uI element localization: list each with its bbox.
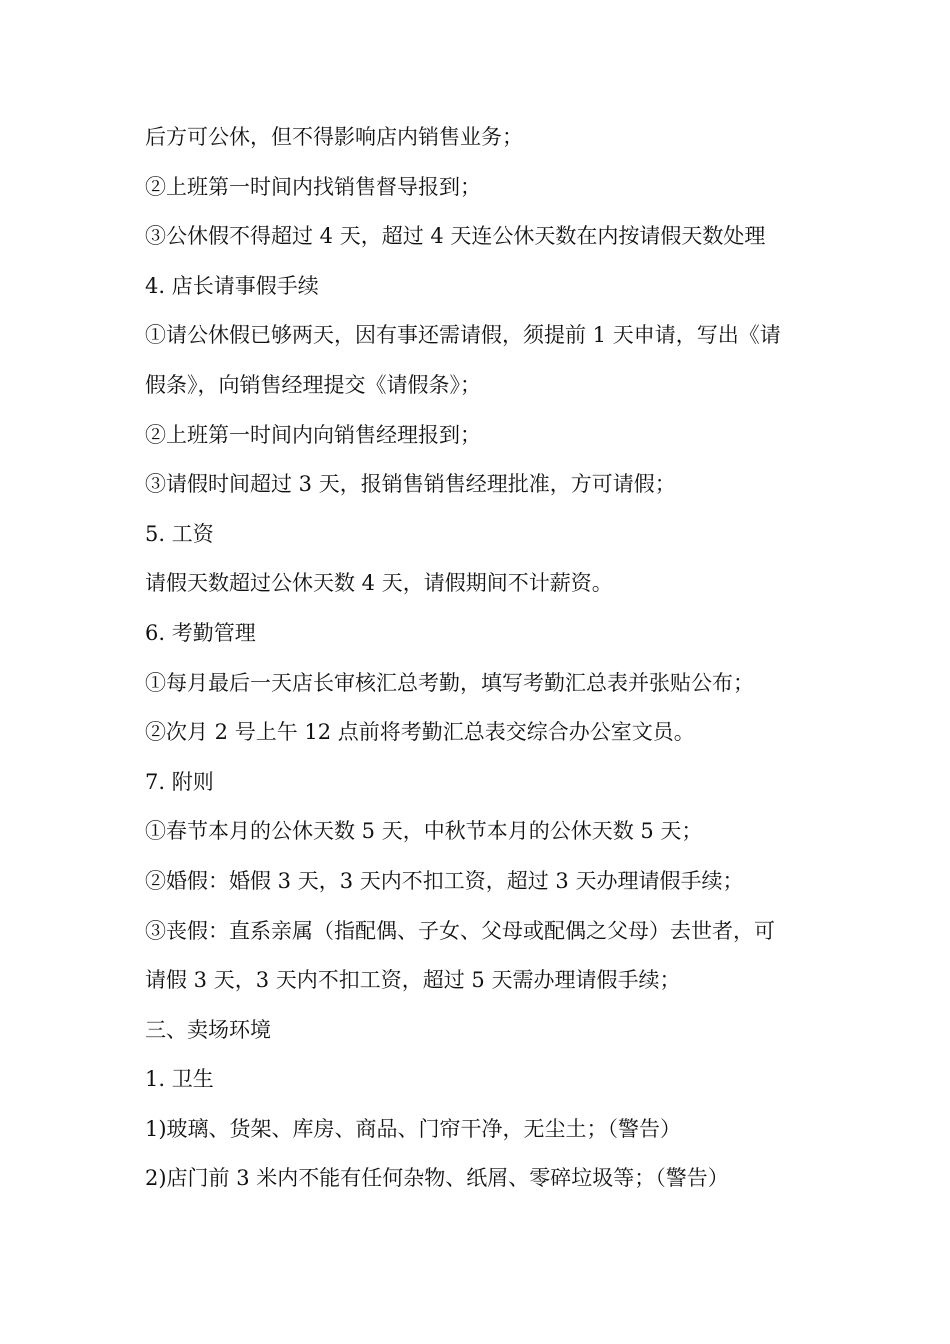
- paragraph-line: ②次月 2 号上午 12 点前将考勤汇总表交综合办公室文员。: [145, 720, 695, 745]
- list-item: 1)玻璃、货架、库房、商品、门帘干净，无尘土；（警告）: [145, 1116, 682, 1141]
- paragraph-line: 请假 3 天，3 天内不扣工资，超过 5 天需办理请假手续；: [145, 968, 681, 993]
- chapter-heading: 三、卖场环境: [145, 1017, 271, 1042]
- section-heading: 6. 考勤管理: [145, 620, 256, 645]
- paragraph-line: 请假天数超过公休天数 4 天，请假期间不计薪资。: [145, 571, 613, 596]
- section-heading: 4. 店长请事假手续: [145, 273, 319, 298]
- section-heading: 1. 卫生: [145, 1067, 214, 1092]
- paragraph-line: ①春节本月的公休天数 5 天，中秋节本月的公休天数 5 天；: [145, 819, 703, 844]
- paragraph-line: ③请假时间超过 3 天，报销售销售经理批准，方可请假；: [145, 472, 676, 497]
- paragraph-line: ①请公休假已够两天，因有事还需请假，须提前 1 天申请，写出《请: [145, 323, 781, 348]
- paragraph-line: ③丧假：直系亲属（指配偶、子女、父母或配偶之父母）去世者，可: [145, 918, 775, 943]
- paragraph-line: ①每月最后一天店长审核汇总考勤，填写考勤汇总表并张贴公布；: [145, 670, 754, 695]
- section-heading: 7. 附则: [145, 769, 214, 794]
- paragraph-line: 后方可公休，但不得影响店内销售业务；: [145, 125, 523, 149]
- paragraph-line: ②上班第一时间内找销售督导报到；: [145, 174, 481, 199]
- section-heading: 5. 工资: [145, 521, 214, 546]
- paragraph-line: ②婚假：婚假 3 天，3 天内不扣工资，超过 3 天办理请假手续；: [145, 868, 744, 893]
- paragraph-line: ③公休假不得超过 4 天，超过 4 天连公休天数在内按请假天数处理: [145, 224, 766, 249]
- paragraph-line: 假条》，向销售经理提交《请假条》；: [145, 372, 481, 397]
- document-body: [145, 117, 815, 1208]
- paragraph-line: ②上班第一时间内向销售经理报到；: [145, 422, 481, 447]
- list-item: 2)店门前 3 米内不能有任何杂物、纸屑、零碎垃圾等；（警告）: [145, 1166, 729, 1191]
